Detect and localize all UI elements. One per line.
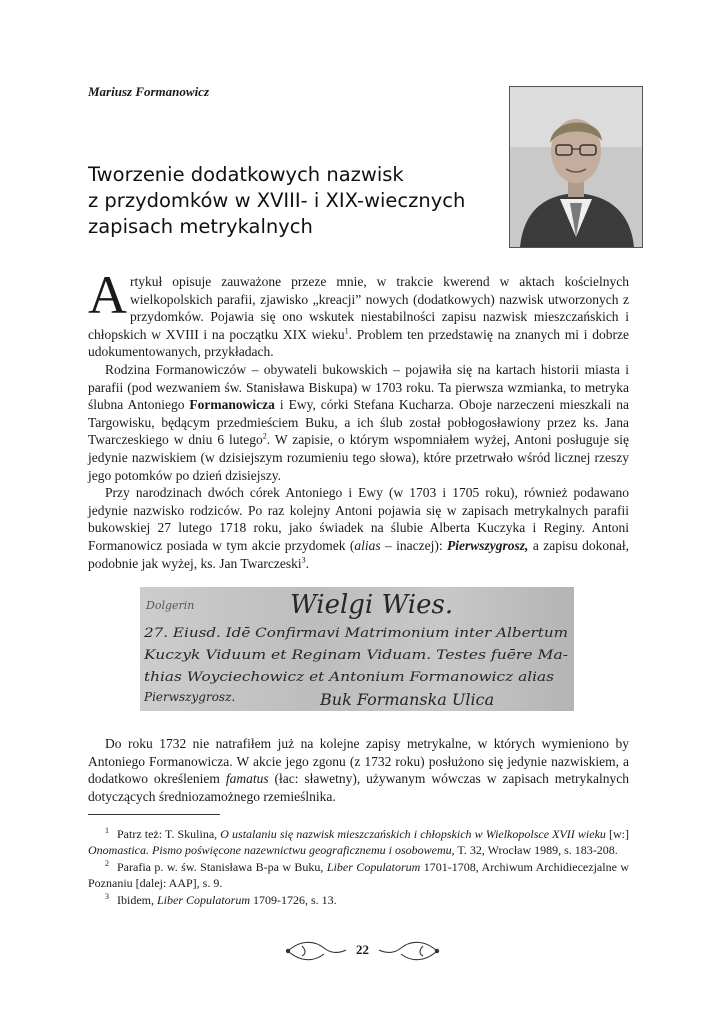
manuscript-line: Kuczyk Viduum et Reginam Viduam. Testes fuēre Ma- — [142, 648, 568, 663]
footnote-ref: 2 — [262, 431, 267, 441]
body-text-continued — [88, 735, 629, 805]
manuscript-script — [140, 587, 574, 711]
page-footer — [280, 936, 445, 966]
footnote-ref: 1 — [344, 326, 349, 336]
manuscript-line: 27. Eiusd. Idē Confirmavi Matrimonium inter Albertum — [142, 626, 568, 641]
footnote: $^2$ Parafia p. w. św. Stanisława B-pa w Buku, Liber Copulatorum 1701-1708, Archiwum Archidiecezjalne w Poznaniu [dalej: AAP], s. 9. — [88, 858, 629, 891]
footnote: $^3$ Ibidem, Liber Copulatorum 1709-1726, s. 13. — [105, 891, 337, 907]
author-name: Mariusz Formanowicz — [88, 84, 210, 99]
body-text — [88, 265, 630, 572]
manuscript-image — [140, 587, 574, 711]
manuscript-line: Buk Formanska Ulica — [320, 690, 495, 709]
drop-cap: A — [88, 265, 127, 325]
article-title — [88, 162, 498, 240]
author-portrait-icon — [510, 87, 642, 247]
title-line: Tworzenie dodatkowych nazwisk — [88, 163, 404, 186]
footnote-rule — [88, 814, 220, 815]
manuscript-line: thias Woyciechowicz et Antonium Formanowicz alias — [144, 670, 555, 685]
paragraph: Do roku 1732 nie natrafiłem już na kolejne zapisy metrykalne, w których wymieniono by Antoniego Formanowicza. W akcie jego zgonu (z 1732 roku) posłużono się jedynie nazwiskiem, a dodatkowo określeniem famatus (łac: sławetny), używanym wówczas w zapisach metrykalnych dotyczących średniozamożnego rzemieślnika. — [88, 736, 629, 804]
footnotes — [88, 826, 629, 908]
paragraph: Artykuł opisuje zauważone przeze mnie, w trakcie kwerend w aktach kościelnych wielkopolskich parafii, zjawisko „kreacji” nowych (dodatkowych) nazwisk utworzonych z przydomków. Pojawia się ono wskutek niestabilności zapisu nazwisk mieszczańskich i chłopskich w XVIII i na początku XIX wieku$^1$. Problem ten przedstawię na znanych mi i dobrze udokumentowanych, przykładach. — [88, 265, 629, 360]
author-photo — [509, 86, 643, 248]
paragraph: Rodzina Formanowiczów – obywateli bukowskich – pojawiła się na kartach historii miasta i parafii (pod wezwaniem św. Stanisława Biskupa) w 1703 roku. Ta pierwsza wzmianka, to metryka ślubna Antoniego Formanowicza i Ewy, córki Stefana Kucharza. Oboje narzeczeni mieszkali na Targowisku, będącym przedmieściem Buku, a ich ślub został pobłogosławiony przez ks. Jana Twarczeskiego w dniu 6 lutego$^2$. W zapisie, o którym wspomniałem wyżej, Antoni posługuje się jedynie nazwiskiem (w dzisiejszym rozumieniu tego słowa), które przetrwało wśród licznej rzeszy jego potomków po dzień dzisiejszy. — [88, 361, 630, 483]
paragraph: Przy narodzinach dwóch córek Antoniego i Ewy (w 1703 i 1705 roku), również podawano jedynie nazwisko rodziców. Po raz kolejny Antoni pojawia się w zapisach metrykalnych parafii bukowskiej 27 lutego 1718 roku, jako świadek na ślubie Alberta Kuczyka i Reginy. Antoni Formanowicz posiada w tym akcie przydomek (alias – inaczej): Pierwszygrosz, a zapisu dokonał, podobnie jak wyżej, ks. Jan Twarczeski$^3$. — [88, 485, 629, 571]
manuscript-line: Wielgi Wies. — [290, 590, 454, 620]
manuscript-line: Pierwszygrosz. — [144, 690, 236, 704]
footnote: $^1$ Patrz też: T. Skulina, O ustalaniu się nazwisk mieszczańskich i chłopskich w Wielkopolsce XVII wieku [w:] Onomastica. Pismo poświęcone nazewnictwu geograficznemu i osobowemu, T. 32, Wrocław 1989, s. 183-208. — [88, 826, 629, 858]
title-line: zapisach metrykalnych — [88, 215, 313, 238]
svg-text:Dolgerin: Dolgerin — [146, 599, 195, 612]
page-number: 22 — [356, 942, 369, 957]
title-line: z przydomków w XVIII- i XIX-wiecznych — [88, 189, 466, 212]
footnote-ref: 3 — [301, 555, 306, 564]
